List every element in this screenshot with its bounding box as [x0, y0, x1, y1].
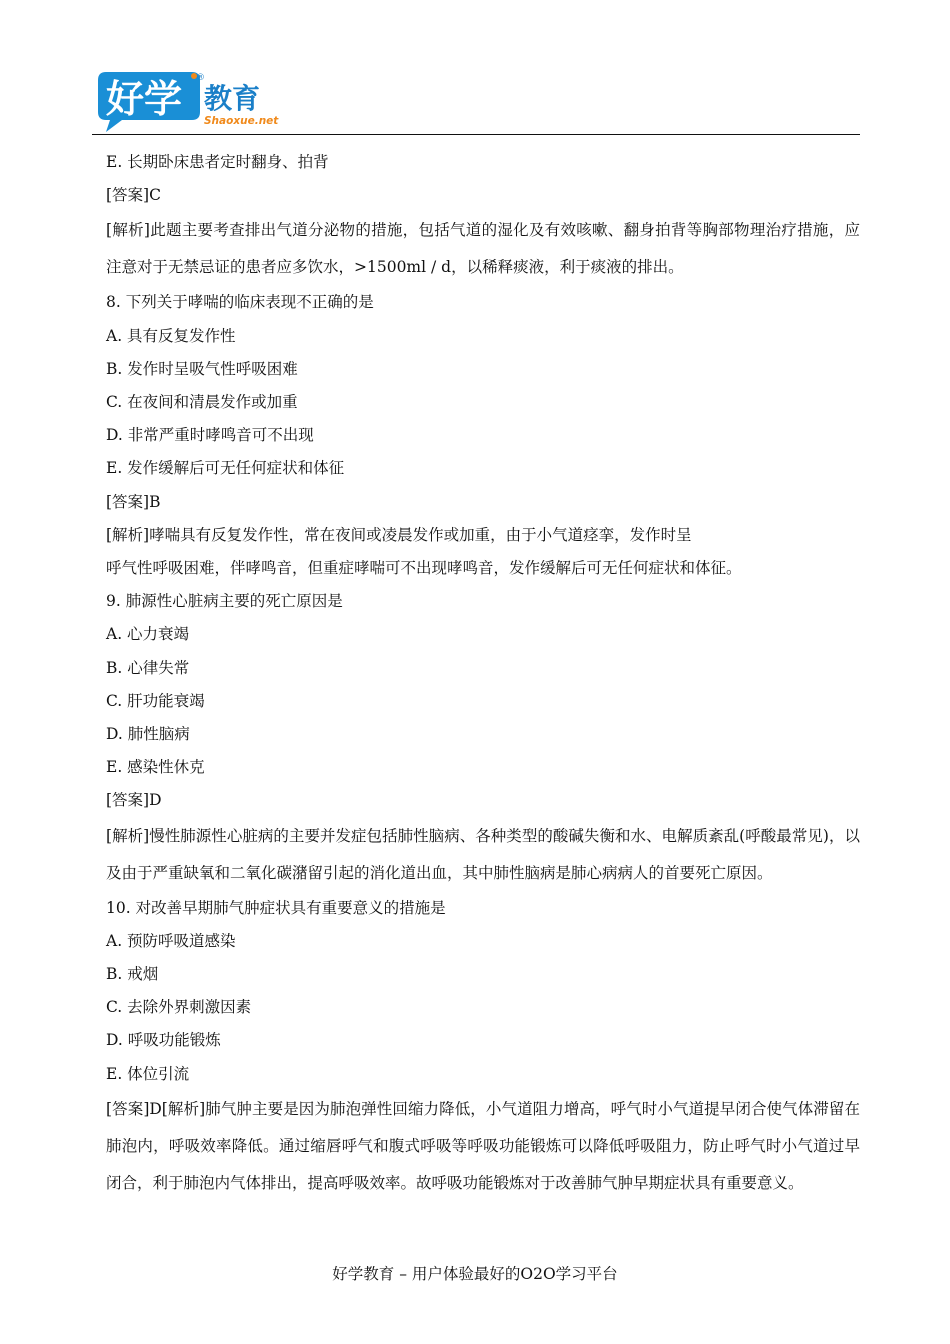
analysis-prev: [解析]此题主要考查排出气道分泌物的措施，包括气道的湿化及有效咳嗽、翻身拍背等胸部物理治疗措施，应注意对于无禁忌证的患者应多饮水，>1500ml / d，以稀释痰液，利于痰液的排出。: [106, 221, 860, 277]
logo-text-secondary: 教育: [204, 82, 261, 115]
header-divider: [92, 134, 860, 135]
q10-answer-analysis: [答案]D[解析]肺气肿主要是因为肺泡弹性回缩力降低，小气道阻力增高，呼气时小气道提早闭合使气体滞留在肺泡内，呼吸效率降低。通过缩唇呼气和腹式呼吸等呼吸功能锻炼可以降低呼吸阻力，防止呼气时小气道过早闭合，利于肺泡内气体排出，提高呼吸效率。故呼吸功能锻炼对于改善肺气肿早期症状具有重要意义。: [106, 1099, 860, 1192]
q8-option-b: B. 发作时呈吸气性呼吸困难: [106, 359, 298, 378]
q8-option-e: E. 发作缓解后可无任何症状和体征: [106, 459, 345, 478]
question-10: 10. 对改善早期肺气肿症状具有重要意义的措施是: [106, 898, 446, 917]
q8-answer: [答案]B: [106, 492, 161, 511]
answer-prev: [答案]C: [106, 186, 161, 205]
q9-option-d: D. 肺性脑病: [106, 725, 190, 744]
page-footer: 好学教育 – 用户体验最好的O2O学习平台: [332, 1265, 618, 1283]
q10-option-a: A. 预防呼吸道感染: [106, 931, 236, 950]
q8-option-d: D. 非常严重时哮鸣音可不出现: [106, 426, 314, 445]
q10-option-e: E. 体位引流: [106, 1064, 190, 1083]
q10-option-d: D. 呼吸功能锻炼: [106, 1031, 221, 1050]
q9-option-a: A. 心力衰竭: [106, 625, 190, 644]
q10-option-c: C. 去除外界刺激因素: [106, 998, 252, 1017]
logo-subtitle: Shaoxue.net: [204, 115, 279, 127]
shaoxue-logo: [92, 70, 282, 134]
q8-analysis-line1: [解析]哮喘具有反复发作性，常在夜间或凌晨发作或加重，由于小气道痉挛，发作时呈: [106, 525, 692, 544]
logo-text-main: 好学: [106, 77, 183, 121]
q10-option-b: B. 戒烟: [106, 965, 159, 984]
q8-analysis-line2: 呼气性呼吸困难，伴哮鸣音，但重症哮喘可不出现哮鸣音，发作缓解后可无任何症状和体征。: [106, 559, 742, 578]
page-header: [92, 70, 860, 136]
option-e-prev: E. 长期卧床患者定时翻身、拍背: [106, 153, 329, 171]
q8-option-c: C. 在夜间和清晨发作或加重: [106, 393, 298, 412]
q9-analysis: [解析]慢性肺源性心脏病的主要并发症包括肺性脑病、各种类型的酸碱失衡和水、电解质紊乱(呼酸最常见)，以及由于严重缺氧和二氧化碳潴留引起的消化道出血，其中肺性脑病是肺心病病人的首要死亡原因。: [106, 826, 860, 882]
registered-mark: ®: [196, 73, 205, 83]
question-9: 9. 肺源性心脏病主要的死亡原因是: [106, 592, 343, 611]
q8-option-a: A. 具有反复发作性: [106, 326, 236, 345]
q9-option-e: E. 感染性休克: [106, 758, 205, 777]
q9-answer: [答案]D: [106, 791, 162, 810]
document-body: [106, 146, 860, 1202]
q9-option-c: C. 肝功能衰竭: [106, 691, 205, 710]
q9-option-b: B. 心律失常: [106, 658, 190, 677]
question-8: 8. 下列关于哮喘的临床表现不正确的是: [106, 293, 374, 312]
